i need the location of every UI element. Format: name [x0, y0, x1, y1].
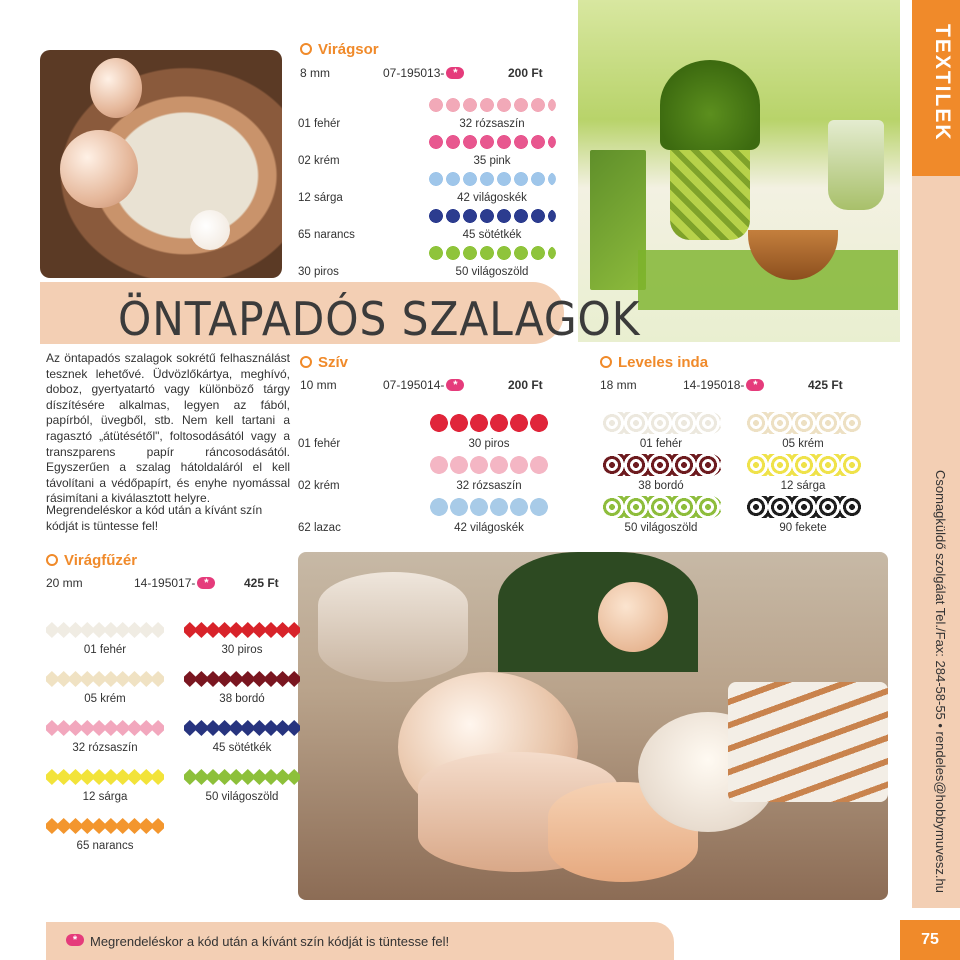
star-badge-icon: *	[66, 934, 84, 946]
color-label: 45 sötétkék	[212, 742, 272, 754]
color-label: 30 piros	[298, 266, 339, 278]
ribbon-swatch	[46, 720, 164, 736]
color-label: 12 sárga	[82, 791, 128, 803]
page-title: ÖNTAPADÓS SZALAGOK	[118, 292, 641, 346]
color-label: 30 piros	[221, 644, 263, 656]
color-label: 02 krém	[298, 480, 340, 492]
product-code-text: 07-195013-	[383, 66, 445, 80]
product-code	[134, 576, 215, 590]
description: Az öntapadós szalagok sokrétű felhasználást tesznek lehetővé. Üdvözlőkártya, meghívó, doboz, gyertyatartó vagy különböző tárgy díszítésére alkalmas, legyen az fából, papírból, üvegből, stb. Nem kell tartani a ragasztó „átütésétől", foltosodásától vagy a transzparens papír ráncosodásától. Egyszerűen a szalag hátoldaláról el kell távolítani a védőpapírt, és enyhe nyomással rásimítani a kiválasztott helyre.	[46, 351, 290, 506]
color-label: 38 bordó	[219, 693, 265, 705]
bottom-note	[46, 922, 674, 960]
product-code-text: 07-195014-	[383, 378, 445, 392]
product-size: 10 mm	[300, 378, 337, 392]
ribbon-swatch	[46, 769, 164, 785]
color-label: 42 világoskék	[457, 192, 527, 204]
ribbon-swatch	[744, 412, 862, 434]
ribbon-swatch	[430, 414, 548, 434]
color-label: 50 világoszöld	[205, 791, 279, 803]
ribbon-swatch	[428, 246, 556, 260]
ribbon-swatch	[46, 671, 164, 687]
ring-bullet-icon	[46, 554, 58, 566]
ribbon-swatch	[184, 769, 300, 785]
color-label: 35 pink	[473, 155, 511, 167]
color-label: 30 piros	[468, 438, 510, 450]
ribbon-swatch	[46, 622, 164, 638]
color-label: 12 sárga	[298, 192, 343, 204]
ribbon-swatch	[600, 454, 722, 476]
ribbon-swatch	[600, 496, 722, 518]
plant-table-photo	[578, 0, 900, 342]
color-label: 50 világoszöld	[624, 522, 698, 534]
color-label: 05 krém	[84, 693, 126, 705]
page-number: 75	[900, 920, 960, 960]
ribbon-swatch	[744, 496, 862, 518]
color-label: 12 sárga	[780, 480, 826, 492]
ribbon-swatch	[430, 498, 548, 518]
ribbon-swatch	[46, 818, 164, 834]
color-label: 65 narancs	[298, 229, 355, 241]
product-size: 20 mm	[46, 576, 83, 590]
ribbon-swatch	[184, 622, 300, 638]
ribbon-swatch	[428, 172, 556, 186]
ribbon-swatch	[744, 454, 862, 476]
star-badge-icon: *	[746, 379, 764, 391]
star-badge-icon: *	[197, 577, 215, 589]
ring-bullet-icon	[300, 356, 312, 368]
color-label: 32 rózsaszín	[459, 118, 525, 130]
contact-info: Csomagküldő szolgálat Tel./Fax: 284-58-55 • rendeles@hobbymuvesz.hu	[933, 470, 948, 893]
color-label: 50 világoszöld	[455, 266, 529, 278]
product-code	[683, 378, 764, 392]
star-badge-icon: *	[446, 379, 464, 391]
color-label: 90 fekete	[779, 522, 827, 534]
product-code	[383, 66, 464, 80]
color-label: 01 fehér	[298, 438, 341, 450]
color-label: 45 sötétkék	[462, 229, 522, 241]
ribbon-swatch	[428, 98, 556, 112]
color-label: 65 narancs	[76, 840, 134, 852]
color-label: 05 krém	[782, 438, 824, 450]
product-title-leveles-inda	[600, 354, 708, 371]
product-price: 425 Ft	[808, 378, 843, 392]
color-label: 01 fehér	[298, 118, 341, 130]
color-label: 42 világoskék	[454, 522, 524, 534]
ribbon-swatch	[428, 135, 556, 149]
product-title-text: Virágfűzér	[64, 552, 138, 569]
ribbon-swatch	[184, 671, 300, 687]
star-badge-icon: *	[446, 67, 464, 79]
section-label: TEXTILEK	[931, 24, 954, 142]
bottom-note-text: Megrendeléskor a kód után a kívánt szín kódját is tüntesse fel!	[90, 934, 450, 949]
mirror-decoration-photo	[40, 50, 282, 278]
color-label: 62 lazac	[298, 522, 341, 534]
ribbon-swatch	[430, 456, 548, 476]
gift-boxes-photo	[298, 552, 888, 900]
product-code-text: 14-195018-	[683, 378, 745, 392]
product-code	[383, 378, 464, 392]
color-label: 38 bordó	[638, 480, 684, 492]
product-title-viragsor	[300, 41, 379, 58]
product-code-text: 14-195017-	[134, 576, 196, 590]
color-label: 01 fehér	[83, 644, 127, 656]
product-size: 18 mm	[600, 378, 637, 392]
product-title-sziv	[300, 354, 348, 371]
ribbon-swatch	[184, 720, 300, 736]
ribbon-swatch	[428, 209, 556, 223]
product-price: 200 Ft	[508, 378, 543, 392]
ribbon-swatch	[600, 412, 722, 434]
color-label: 32 rózsaszín	[72, 742, 138, 754]
product-title-text: Szív	[318, 354, 349, 371]
color-label: 32 rózsaszín	[456, 480, 522, 492]
color-label: 01 fehér	[639, 438, 683, 450]
product-price: 200 Ft	[508, 66, 543, 80]
product-size: 8 mm	[300, 66, 330, 80]
product-title-text: Virágsor	[318, 41, 379, 58]
ring-bullet-icon	[600, 356, 612, 368]
order-hint: Megrendeléskor a kód után a kívánt szín kódját is tüntesse fel!	[46, 503, 263, 533]
product-price: 425 Ft	[244, 576, 279, 590]
color-label: 02 krém	[298, 155, 340, 167]
product-title-text: Leveles inda	[618, 354, 709, 371]
product-title-viragfuzer	[46, 552, 137, 569]
ring-bullet-icon	[300, 43, 312, 55]
